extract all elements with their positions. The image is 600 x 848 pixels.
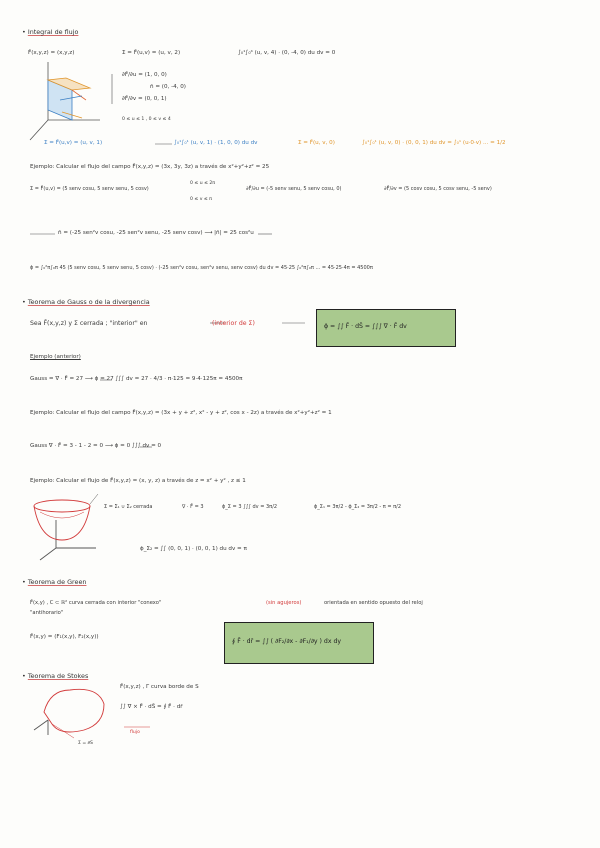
s3-line: F̄(x,y) , C ⊂ ℝ² curva cerrada con interior "conexo" [30,600,162,606]
s1-line: ∂F̄/∂v = (5 cosv cosu, 5 cosv senu, -5 senv) [384,186,492,192]
s1-line: Σ = F̄(u,v) = (u, v, 2) [122,50,181,56]
s3-line: F̄(x,y) = (F₁(x,y), F₂(x,y)) [30,634,99,640]
s2-line: Ejemplo: Calcular el flujo del campo F̄(x,y,z) = (3x + y + z², x² - y + z², cos x - 2z) a través de x²+y²+z² = 1 [30,410,332,416]
s4-line-red: flujo [130,730,140,735]
s1-line: Σ = F̄(u,v) = (u, v, 1) [44,140,103,146]
s1-line: F̄(x,y,z) = (x,y,z) [28,50,75,56]
s4-line: Σ = ∂S [78,741,93,746]
gauss-formula: ϕ = ∫∫ F̄ · dS̄ = ∫∫∫ ∇ · F̄ dv [324,323,407,330]
s1-line: ∫₀¹∫₀⁴ (u, v, 4) · (0, -4, 0) du dv = 0 [238,50,336,56]
cube-sketch [30,62,100,140]
s4-line: ∫∫ ∇ × F̄ · dS̄ = ∮ F̄ · dr̄ [120,704,183,710]
s1-line: ∫₀¹∫₀¹ (u, v, 1) · (1, 0, 0) du dv [174,140,258,146]
section-title-gauss: • Teorema de Gauss o de la divergencia [22,298,150,306]
green-formula: ∮ F̄ · dr̄ = ∫∫ ( ∂F₂/∂x - ∂F₁/∂y ) dx dy [232,638,342,645]
s1-line: n̄ = (-25 sen²v cosu, -25 sen²v senu, -25 senv cosv) ⟶ |n̄| = 25 cos²u [58,230,254,236]
s2-line: Sea F̄(x,y,z) y Σ cerrada ; "interior" en [30,320,148,327]
s1-line: ∫₀¹∫₀¹ (u, v, 0) · (0, 0, 1) du dv = ∫₀¹ (u·0·v) ... = 1/2 [362,140,506,146]
section-title-green: • Teorema de Green [22,578,87,586]
s1-line: n̄ = (0, -4, 0) [150,84,186,90]
s2-line: Gauss = ∇ · F̄ = 27 ⟶ ϕ = 27 ∫∫∫ dv = 27 · 4/3 · π·125 = 9·4·125π = 4500π [30,376,243,382]
s2-line: Σ = Σ₁ ∪ Σ₂ cerrada [104,504,153,510]
section-title-stokes: • Teorema de Stokes [22,672,89,680]
paraboloid-sketch [34,494,98,560]
s1-line: 0 ≤ u ≤ 2π [190,181,216,186]
stokes-sketch [34,689,104,738]
s1-line: ∂F̄/∂v = (0, 0, 1) [122,96,167,102]
s1-line: Ejemplo: Calcular el flujo del campo F̄(x,y,z) = (3x, 3y, 3z) a través de x²+y²+z² = 25 [30,164,270,170]
s3-line-red: (sin agujeros) [266,600,302,606]
s3-line: orientada en sentido opuesto del reloj [324,600,423,606]
s1-line: ∂F̄/∂u = (1, 0, 0) [122,72,167,78]
s1-line: ϕ = ∫₀²π∫₀π 45 (5 senv cosu, 5 senv senu, 5 cosv) · (-25 sen²v cosu, sen²v senu, senv cosv) du dv = 45·25 ∫₀²π∫₀π ... = 45·25·4π = 4500π [30,265,373,271]
s2-line: Gauss ∇ · F̄ = 3 - 1 - 2 = 0 ⟶ ϕ = 0 ∫∫∫ dv = 0 [30,443,162,449]
s1-line: Σ = F̄(u,v) = (5 senv cosu, 5 senv senu, 5 cosv) [30,186,149,192]
s4-line: F̄(x,y,z) , Γ curva borde de S [120,684,199,690]
s2-line: Ejemplo: Calcular el flujo de F̄(x,y,z) = (x, y, z) a través de z = x² + y² , z ≤ 1 [30,478,246,484]
s3-line: "antihorario" [30,610,64,616]
s2-line: ϕ_Σ = 3 ∫∫∫ dv = 3π/2 [222,504,278,510]
section-title-flujo: • Integral de flujo [22,28,79,36]
s1-line: 0 ≤ v ≤ π [190,197,212,202]
s1-line: Σ = F̄(u, v, 0) [298,140,335,146]
s2-line: ϕ_Σ₁ = 3π/2 - ϕ_Σ₂ = 3π/2 - π = π/2 [314,504,401,510]
s2-line: Ejemplo (anterior) [30,354,81,360]
s1-line: 0 ≤ u ≤ 1 , 0 ≤ v ≤ 4 [122,117,171,122]
s2-line: ϕ_Σ₂ = ∫∫ (0, 0, 1) · (0, 0, 1) du dv = π [140,546,247,552]
s2-line: ∇ · F̄ = 3 [182,504,204,510]
s2-line-red: (interior de Σ) [212,320,255,327]
s1-line: ∂F̄/∂u = (-5 senv senu, 5 senv cosu, 0) [246,186,342,192]
